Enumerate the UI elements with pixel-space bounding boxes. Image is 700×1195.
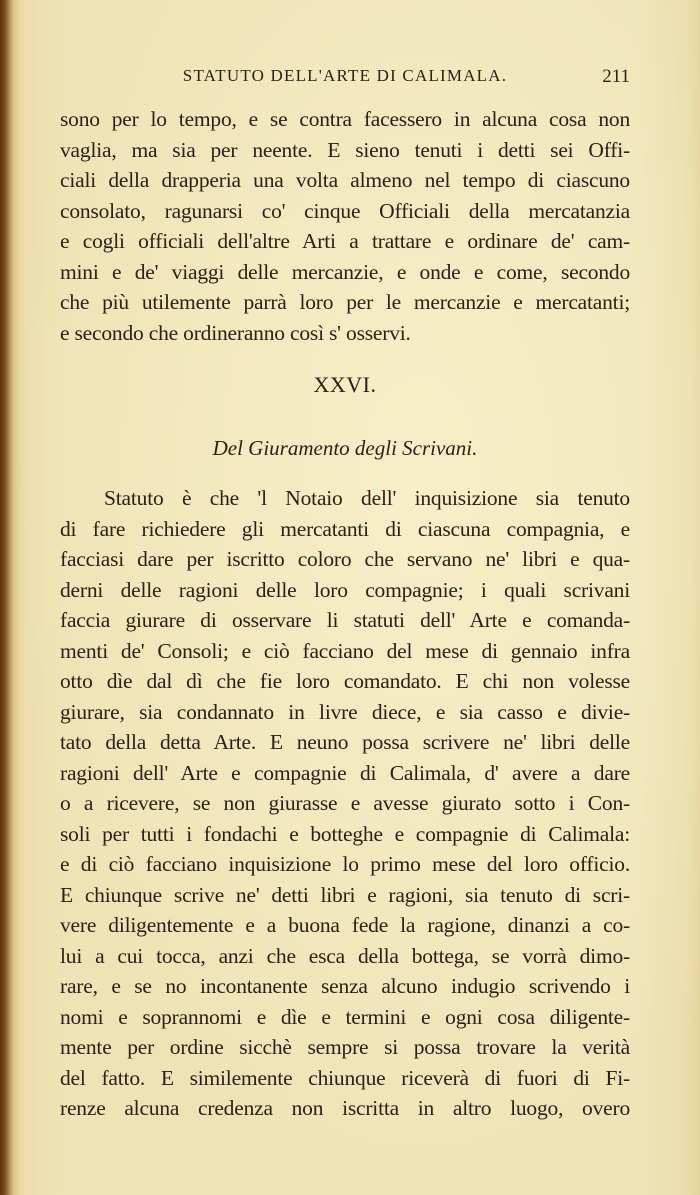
text-line: otto dìe dal dì che fie loro comandato. E chi non volesse [60, 669, 630, 693]
text-line: rare, e se no incontanente senza alcuno indugio scrivendo i [60, 974, 630, 998]
text-line: che più utilemente parrà loro per le mercanzie e mercatanti; [60, 290, 630, 314]
section-number: XXVI. [313, 372, 377, 397]
text-line: nomi e soprannomi e dìe e termini e ogni cosa diligente- [60, 1004, 630, 1029]
text-line: derni delle ragioni delle loro compagnie; i quali scrivani [60, 577, 630, 602]
text-line: sono per lo tempo, e se contra facessero in alcuna cosa non [60, 107, 630, 131]
paragraph-statute [60, 483, 630, 1124]
text-line: vere diligentemente e a buona fede la ragione, dinanzi a co- [60, 913, 630, 937]
text-line: e di ciò facciano inquisizione lo primo mese del loro officio. [60, 852, 630, 876]
text-line: consolato, ragunarsi co' cinque Officiali della mercatanzia [60, 198, 630, 223]
text-line: o a ricevere, se non giurasse e avesse giurato sotto i Con- [60, 791, 630, 815]
text-line: E chiunque scrive ne' detti libri e ragioni, sia tenuto di scri- [60, 882, 630, 907]
paragraph-continued [60, 104, 630, 348]
text-line: ragioni dell' Arte e compagnie di Calimala, d' avere a dare [60, 760, 630, 785]
section-title: Del Giuramento degli Scrivani. [212, 436, 478, 460]
text-line: mini e de' viaggi delle mercanzie, e onde e come, secondo [60, 259, 630, 284]
text-line: Statuto è che 'l Notaio dell' inquisizione sia tenuto [104, 486, 630, 510]
text-line: ciali della drapperia una volta almeno nel tempo di ciascuno [60, 168, 630, 192]
text-line: facciasi dare per iscritto coloro che servano ne' libri e qua- [60, 547, 630, 571]
spine-shadow [0, 0, 14, 1195]
text-line: renze alcuna credenza non iscritta in altro luogo, overo [60, 1096, 630, 1120]
text-line: di fare richiedere gli mercatanti di ciascuna compagnia, e [60, 516, 630, 541]
text-line: giurare, sia condannato in livre diece, e sia casso e divie- [60, 699, 630, 724]
page-number: 211 [602, 66, 630, 87]
text-line: menti de' Consoli; e ciò facciano del mese di gennaio infra [60, 638, 630, 663]
text-line: vaglia, ma sia per neente. E sieno tenuti i detti sei Offi- [60, 137, 630, 162]
text-line: del fatto. E similemente chiunque riceverà di fuori di Fi- [60, 1065, 630, 1090]
text-line: tato della detta Arte. E neuno possa scrivere ne' libri delle [60, 730, 630, 754]
running-header [60, 66, 630, 90]
text-line: e cogli officiali dell'altre Arti a trattare e ordinare de' cam- [60, 229, 630, 253]
text-line: lui a cui tocca, anzi che esca della bottega, se vorrà dimo- [60, 943, 630, 968]
text-line: mente per ordine sicchè sempre si possa trovare la verità [60, 1035, 630, 1059]
running-title: STATUTO DELL'ARTE DI CALIMALA. [182, 66, 508, 85]
text-line: soli per tutti i fondachi e botteghe e compagnie di Calimala: [60, 821, 630, 846]
text-line: faccia giurare di osservare li statuti dell' Arte e comanda- [60, 608, 630, 632]
text-line: e secondo che ordineranno così s' osservi. [60, 320, 411, 345]
